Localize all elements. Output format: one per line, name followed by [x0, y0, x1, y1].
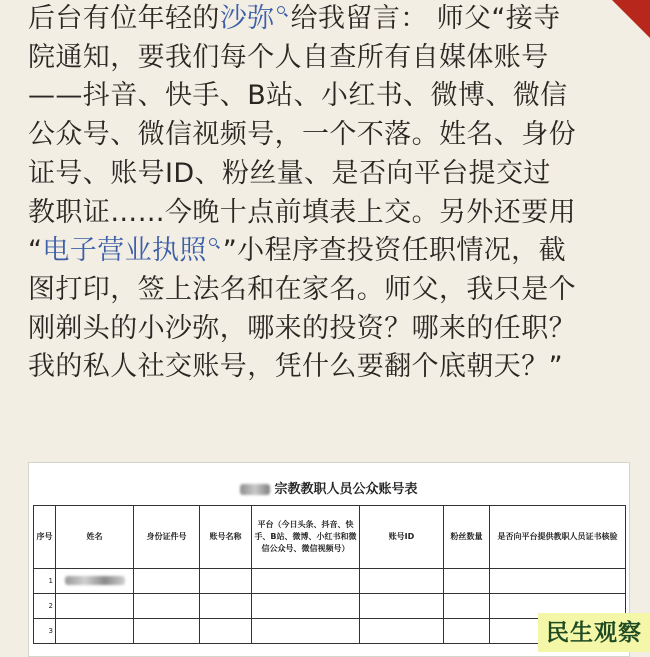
article-text: ”小程序查投资任职情况，截: [222, 235, 566, 267]
article-line: [28, 0, 628, 39]
article-body: [28, 0, 628, 387]
column-header: 账号名称: [200, 506, 252, 569]
form-title: 宗教教职人员公众账号表: [29, 478, 629, 497]
article-line: [28, 310, 628, 349]
watermark-logo: 民生观察: [538, 613, 650, 652]
article-text: 我的私人社交账号，凭什么要翻个底朝天？”: [28, 351, 563, 383]
empty-cell: [444, 594, 490, 619]
empty-cell: [134, 569, 200, 594]
empty-cell: [200, 619, 252, 644]
search-icon: [209, 238, 220, 249]
column-header: 序号: [34, 506, 56, 569]
empty-cell: [252, 594, 360, 619]
article-line: [28, 39, 628, 78]
name-cell: [56, 569, 134, 594]
empty-cell: [444, 569, 490, 594]
empty-cell: [490, 569, 626, 594]
search-icon: [277, 6, 288, 17]
column-header: 是否向平台提供教职人员证书核验: [490, 506, 626, 569]
table-row: [34, 619, 626, 644]
article-line: [28, 348, 628, 387]
column-header: 账号ID: [360, 506, 444, 569]
empty-cell: [444, 619, 490, 644]
column-header: 粉丝数量: [444, 506, 490, 569]
article-text: 公众号、微信视频号，一个不落。姓名、身份: [28, 119, 576, 151]
table-row: [34, 569, 626, 594]
empty-cell: [200, 569, 252, 594]
empty-cell: [56, 594, 134, 619]
row-index: 1: [34, 569, 56, 594]
article-line: [28, 232, 628, 271]
empty-cell: [252, 619, 360, 644]
article-text: 给我留言： 师父“接寺: [290, 3, 561, 34]
article-line: [28, 155, 628, 194]
table-header-row: [34, 506, 626, 569]
article-line: [28, 194, 628, 233]
empty-cell: [56, 619, 134, 644]
article-text: 刚剃头的小沙弥，哪来的投资？哪来的任职？: [28, 312, 576, 344]
article-line: [28, 77, 628, 116]
article-text: 院通知，要我们每个人自查所有自媒体账号: [28, 41, 549, 73]
article-line: [28, 271, 628, 310]
column-header: 身份证件号: [134, 506, 200, 569]
search-link[interactable]: 电子营业执照: [42, 235, 222, 266]
table-row: [34, 594, 626, 619]
row-index: 3: [34, 619, 56, 644]
article-text: “: [28, 235, 43, 267]
blurred-region-name: [240, 484, 270, 495]
article-text: 图打印，签上法名和在家名。师父，我只是个: [28, 273, 576, 305]
empty-cell: [200, 594, 252, 619]
empty-cell: [134, 594, 200, 619]
empty-cell: [134, 619, 200, 644]
empty-cell: [360, 594, 444, 619]
article-text: 教职证……今晚十点前填表上交。另外还要用: [28, 196, 576, 228]
article-text: ——抖音、快手、B站、小红书、微博、微信: [28, 80, 568, 112]
empty-cell: [360, 569, 444, 594]
article-line: [28, 116, 628, 155]
column-header: 平台（今日头条、抖音、快手、B站、微博、小红书和微信公众号、微信视频号）: [252, 506, 360, 569]
blurred-name: [65, 576, 125, 585]
empty-cell: [252, 569, 360, 594]
article-text: 证号、账号ID、粉丝量、是否向平台提交过: [28, 157, 551, 189]
empty-cell: [360, 619, 444, 644]
column-header: 姓名: [56, 506, 134, 569]
search-link[interactable]: 沙弥: [220, 3, 291, 34]
article-text: 后台有位年轻的: [28, 3, 220, 34]
row-index: 2: [34, 594, 56, 619]
